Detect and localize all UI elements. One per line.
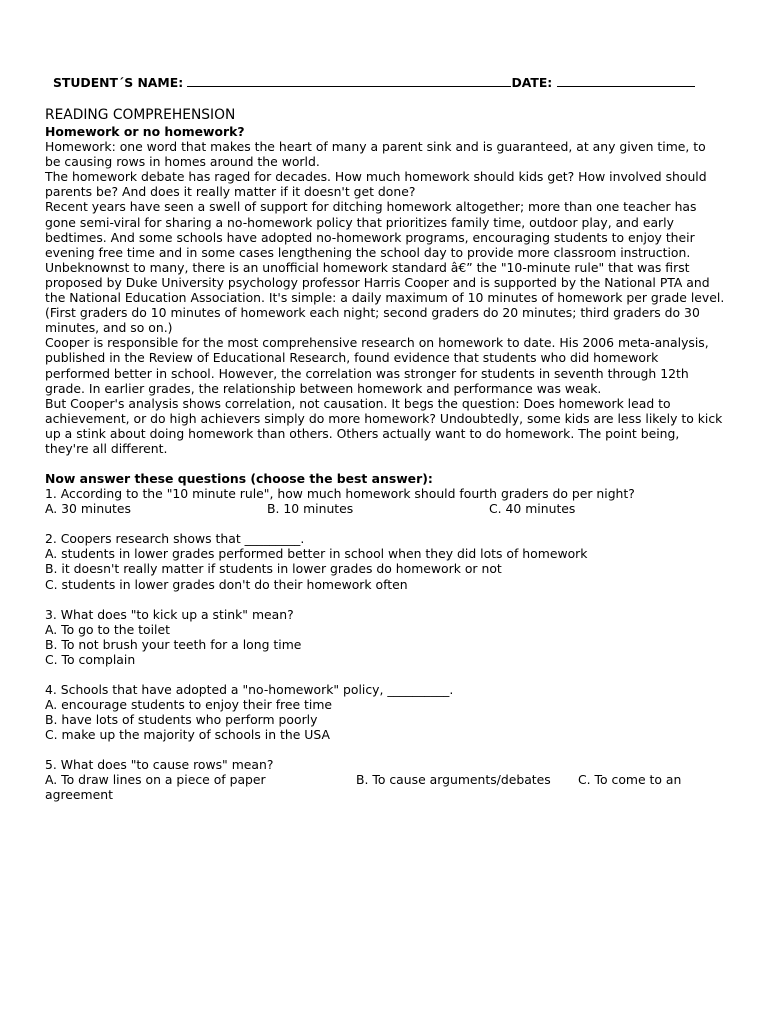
question-1 bbox=[45, 486, 725, 516]
option-a[interactable]: A. To draw lines on a piece of paper bbox=[45, 772, 266, 788]
question-3 bbox=[45, 607, 725, 667]
option-a[interactable]: A. students in lower grades performed better in school when they did lots of homework bbox=[45, 546, 588, 562]
question-5 bbox=[45, 757, 725, 802]
reading-body bbox=[45, 107, 725, 818]
option-c[interactable]: C. 40 minutes bbox=[489, 501, 576, 517]
option-b[interactable]: B. have lots of students who perform poorly bbox=[45, 712, 318, 728]
questions-section bbox=[45, 471, 725, 803]
question-text: 1. According to the "10 minute rule", how much homework should fourth graders do per night? bbox=[45, 486, 635, 502]
option-b[interactable]: B. To cause arguments/debates bbox=[356, 772, 551, 788]
date-label: DATE: bbox=[511, 75, 553, 90]
date-blank[interactable] bbox=[557, 74, 695, 87]
paragraph: Cooper is responsible for the most comprehensive research on homework to date. His 2006 meta-analysis, published in the Review of Educational Research, found evidence that students who did homework performed better in school. However, the correlation was stronger for students in seventh through 12th grade. In earlier grades, the relationship between homework and performance was weak. bbox=[45, 335, 709, 396]
option-c[interactable]: C. To complain bbox=[45, 651, 136, 667]
option-b[interactable]: B. 10 minutes bbox=[267, 501, 354, 517]
passage-title: Homework or no homework? bbox=[45, 124, 245, 139]
option-c[interactable]: C. make up the majority of schools in the USA bbox=[45, 727, 330, 743]
option-c[interactable]: C. students in lower grades don't do their homework often bbox=[45, 576, 408, 592]
question-text: 4. Schools that have adopted a "no-homework" policy, __________. bbox=[45, 682, 454, 697]
paragraph: But Cooper's analysis shows correlation, not causation. It begs the question: Does homework lead to achievement, or do high achievers simply do more homework? Undoubtedly, some kids are less likely to kick up a stink about doing homework than others. Others actually want to do homework. The point being, they're all different. bbox=[45, 395, 723, 456]
option-a[interactable]: A. To go to the toilet bbox=[45, 621, 170, 637]
section-title: READING COMPREHENSION bbox=[45, 107, 236, 123]
student-name-blank[interactable] bbox=[187, 74, 511, 87]
option-a[interactable]: A. 30 minutes bbox=[45, 501, 131, 517]
questions-heading: Now answer these questions (choose the best answer): bbox=[45, 471, 433, 487]
option-c[interactable]: C. To come to an bbox=[578, 772, 682, 788]
paragraph: Recent years have seen a swell of support for ditching homework altogether; more than one teacher has gone semi-viral for sharing a no-homework policy that prioritizes family time, outdoor play, and early bedtimes. And some schools have adopted no-homework programs, encouraging students to enjoy their evening free time and in some cases lengthening the school day to provide more classroom instruction. bbox=[45, 199, 697, 260]
option-b[interactable]: B. To not brush your teeth for a long time bbox=[45, 636, 302, 652]
options-row bbox=[45, 501, 725, 516]
question-text: 5. What does "to cause rows" mean? bbox=[45, 757, 274, 773]
paragraph: The homework debate has raged for decades. How much homework should kids get? How involved should parents be? And does it really matter if it doesn't get done? bbox=[45, 169, 707, 200]
option-a[interactable]: A. encourage students to enjoy their free time bbox=[45, 697, 333, 713]
question-text: 2. Coopers research shows that _________. bbox=[45, 531, 305, 547]
question-2 bbox=[45, 531, 725, 591]
paragraph: Unbeknownst to many, there is an unofficial homework standard â€” the "10-minute rule" that was first proposed by Duke University psychology professor Harris Cooper and is supported by the National PTA and the National Education Association. It's simple: a daily maximum of 10 minutes of homework per grade level. (First graders do 10 minutes of homework each night; second graders do 20 minutes; third graders do 30 minutes, and so on.) bbox=[45, 259, 725, 336]
question-text: 3. What does "to kick up a stink" mean? bbox=[45, 606, 294, 622]
option-c-continued: agreement bbox=[45, 787, 113, 803]
option-b[interactable]: B. it doesn't really matter if students in lower grades do homework or not bbox=[45, 561, 502, 577]
paragraph: Homework: one word that makes the heart of many a parent sink and is guaranteed, at any given time, to be causing rows in homes around the world. bbox=[45, 139, 706, 170]
question-4 bbox=[45, 682, 725, 742]
student-name-label: STUDENT´S NAME: bbox=[53, 75, 184, 90]
options-row bbox=[45, 772, 725, 787]
student-header bbox=[53, 74, 713, 90]
